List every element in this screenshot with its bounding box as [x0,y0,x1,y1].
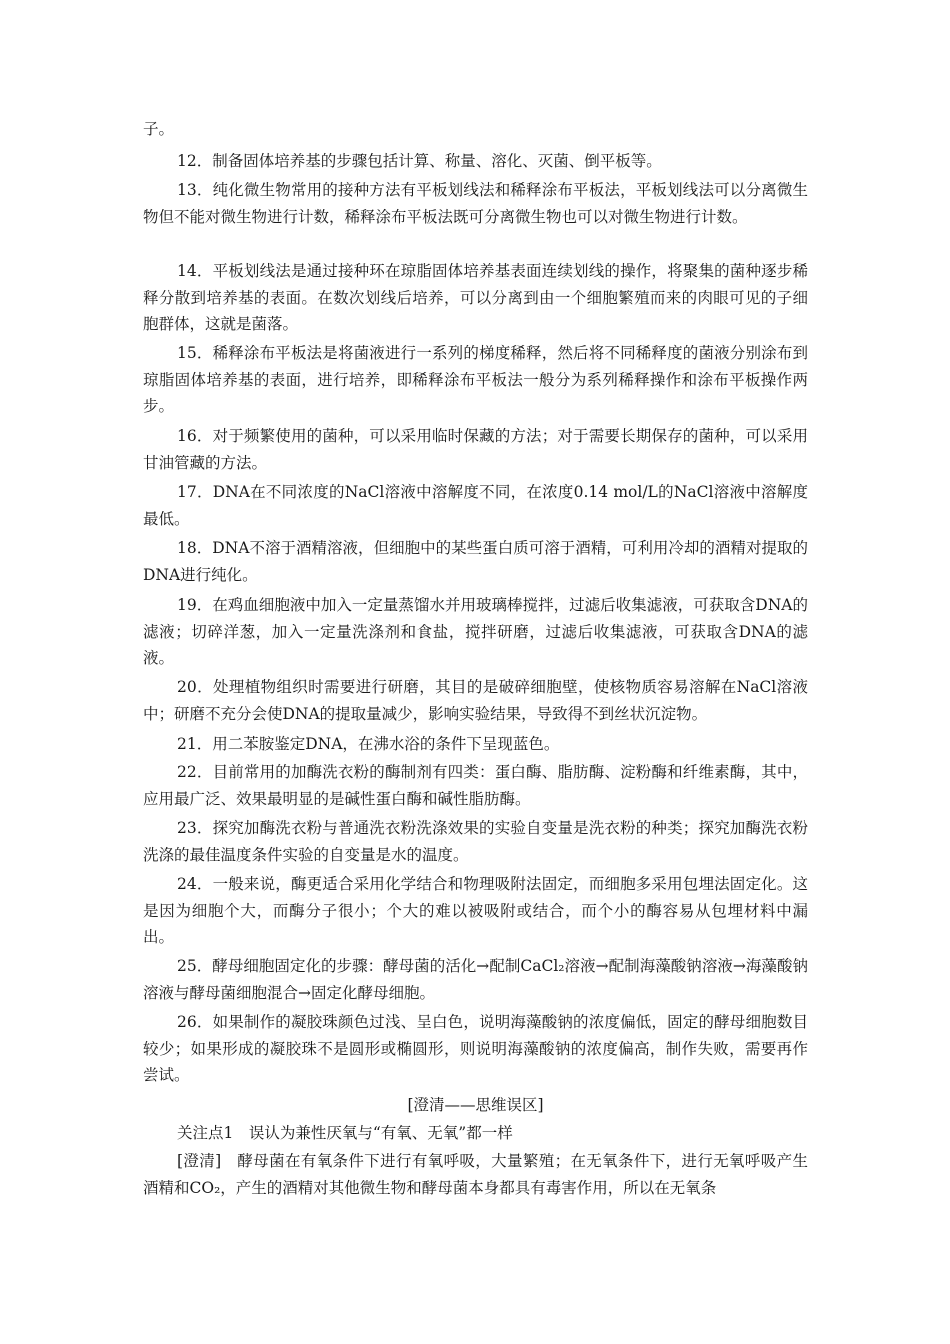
paragraph-item-25: 25．酵母细胞固定化的步骤：酵母菌的活化→配制CaCl₂溶液→配制海藻酸钠溶液→海藻酸钠溶液与酵母菌细胞混合→固定化酵母细胞。 [143,957,808,1002]
paragraph-item-14: 14．平板划线法是通过接种环在琼脂固体培养基表面连续划线的操作，将聚集的菌种逐步稀释分散到培养基的表面。在数次划线后培养，可以分离到由一个细胞繁殖而来的肉眼可见的子细胞群体，这就是菌落。 [143,262,808,333]
paragraph-item-17: 17．DNA在不同浓度的NaCl溶液中溶解度不同，在浓度0.14 mol/L的NaCl溶液中溶解度最低。 [143,483,808,528]
clarification-text: [澄清] 酵母菌在有氧条件下进行有氧呼吸，大量繁殖；在无氧条件下，进行无氧呼吸产生酒精和CO₂，产生的酒精对其他微生物和酵母菌本身都具有毒害作用，所以在无氧条 [143,1152,808,1197]
paragraph-item-22: 22．目前常用的加酶洗衣粉的酶制剂有四类：蛋白酶、脂肪酶、淀粉酶和纤维素酶，其中，应用最广泛、效果最明显的是碱性蛋白酶和碱性脂肪酶。 [143,763,808,808]
paragraph-item-18: 18．DNA不溶于酒精溶液，但细胞中的某些蛋白质可溶于酒精，可利用冷却的酒精对提取的DNA进行纯化。 [143,539,808,584]
paragraph-item-16: 16．对于频繁使用的菌种，可以采用临时保藏的方法；对于需要长期保存的菌种，可以采用甘油管藏的方法。 [143,427,808,472]
paragraph-item-13: 13．纯化微生物常用的接种方法有平板划线法和稀释涂布平板法，平板划线法可以分离微生物但不能对微生物进行计数，稀释涂布平板法既可分离微生物也可以对微生物进行计数。 [143,181,808,226]
paragraph-item-24: 24．一般来说，酶更适合采用化学结合和物理吸附法固定，而细胞多采用包埋法固定化。这是因为细胞个大，而酶分子很小；个大的难以被吸附或结合，而个小的酶容易从包埋材料中漏出。 [143,875,808,946]
paragraph-item-21: 21．用二苯胺鉴定DNA，在沸水浴的条件下呈现蓝色。 [177,735,560,753]
section-heading: [澄清——思维误区] [407,1096,544,1114]
paragraph-item-12: 12．制备固体培养基的步骤包括计算、称量、溶化、灭菌、倒平板等。 [177,152,662,170]
paragraph-item-20: 20．处理植物组织时需要进行研磨，其目的是破碎细胞壁，使核物质容易溶解在NaCl溶液中；研磨不充分会使DNA的提取量减少，影响实验结果，导致得不到丝状沉淀物。 [143,678,808,723]
paragraph-continuation: 子。 [143,120,175,138]
paragraph-item-15: 15．稀释涂布平板法是将菌液进行一系列的梯度稀释，然后将不同稀释度的菌液分别涂布到琼脂固体培养基的表面，进行培养，即稀释涂布平板法一般分为系列稀释操作和涂布平板操作两步。 [143,344,808,415]
focus-point-1: 关注点1 误认为兼性厌氧与“有氧、无氧”都一样 [177,1124,513,1142]
paragraph-item-23: 23．探究加酶洗衣粉与普通洗衣粉洗涤效果的实验自变量是洗衣粉的种类；探究加酶洗衣粉洗涤的最佳温度条件实验的自变量是水的温度。 [143,819,808,864]
paragraph-item-26: 26．如果制作的凝胶珠颜色过浅、呈白色，说明海藻酸钠的浓度偏低，固定的酵母细胞数目较少；如果形成的凝胶珠不是圆形或椭圆形，则说明海藻酸钠的浓度偏高，制作失败，需要再作尝试。 [143,1013,808,1084]
paragraph-item-19: 19．在鸡血细胞液中加入一定量蒸馏水并用玻璃棒搅拌，过滤后收集滤液，可获取含DNA的滤液；切碎洋葱，加入一定量洗涤剂和食盐，搅拌研磨，过滤后收集滤液，可获取含DNA的滤液。 [143,596,808,667]
